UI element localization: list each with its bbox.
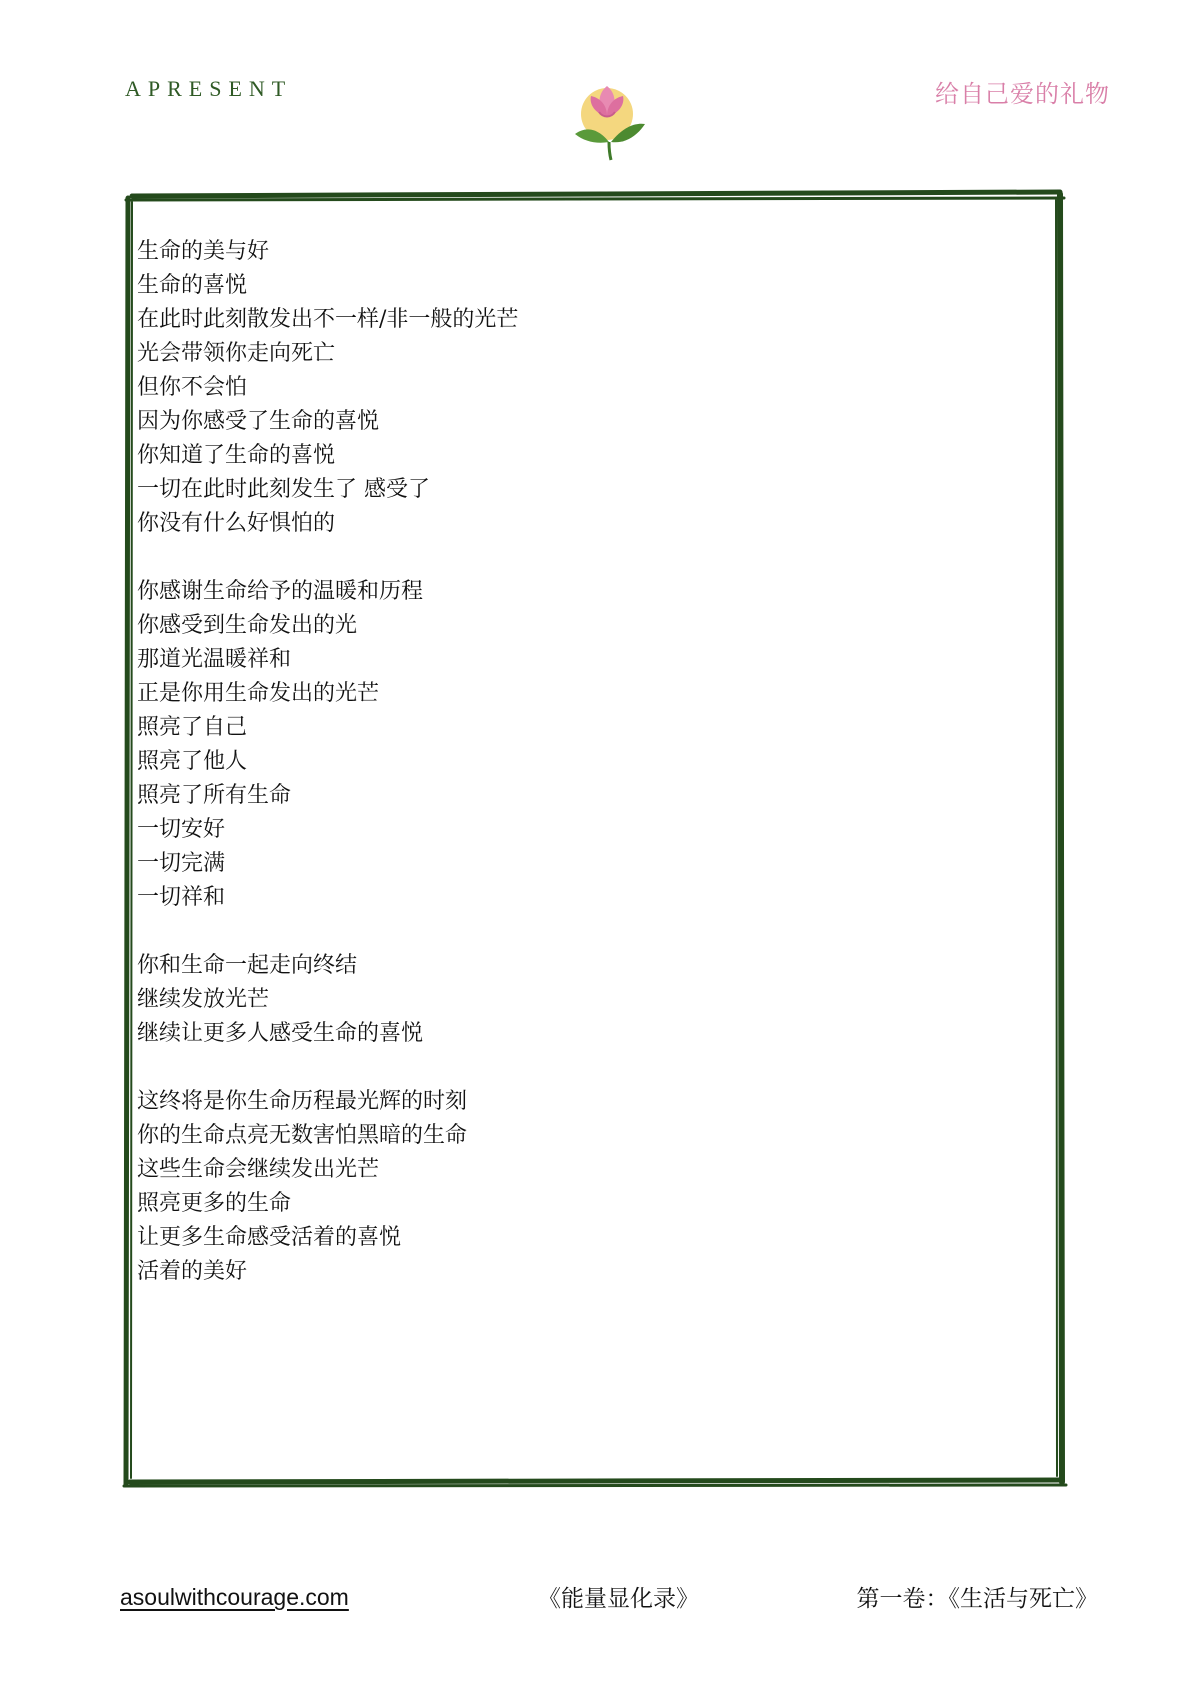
stanza-4 <box>137 1085 1017 1289</box>
poem-line: 一切安好 <box>137 817 226 842</box>
poem-line: 因为你感受了生命的喜悦 <box>137 409 380 434</box>
poem-line: 照亮了所有生命 <box>137 783 292 808</box>
poem <box>137 235 1017 1323</box>
stanza-2 <box>137 575 1017 915</box>
brand-name: APRESENT <box>125 76 293 101</box>
poem-line: 照亮更多的生命 <box>137 1191 292 1216</box>
poem-line: 照亮了自己 <box>137 715 248 740</box>
poem-line: 照亮了他人 <box>137 749 248 774</box>
poem-line: 你没有什么好惧怕的 <box>137 511 336 536</box>
poem-line: 生命的喜悦 <box>137 273 248 298</box>
stanza-1 <box>137 235 1017 541</box>
volume-title: 第一卷：《生活与死亡》 <box>856 1586 1098 1612</box>
poem-line: 但你不会怕 <box>137 375 248 400</box>
poem-line: 你和生命一起走向终结 <box>137 953 358 978</box>
poem-line: 光会带领你走向死亡 <box>137 341 336 366</box>
poem-line: 你的生命点亮无数害怕黑暗的生命 <box>137 1123 468 1148</box>
poem-line: 一切祥和 <box>137 885 226 910</box>
poem-line: 活着的美好 <box>137 1259 248 1284</box>
poem-line: 你感谢生命给予的温暖和历程 <box>137 579 424 604</box>
book-title: 《能量显化录》 <box>538 1586 699 1612</box>
website-link[interactable]: asoulwithcourage.com <box>120 1584 349 1610</box>
poem-line: 这些生命会继续发出光芒 <box>137 1157 380 1182</box>
poem-line: 这终将是你生命历程最光辉的时刻 <box>137 1089 468 1114</box>
poem-line: 生命的美与好 <box>137 239 270 264</box>
poem-line: 那道光温暖祥和 <box>137 647 292 672</box>
poem-line: 你感受到生命发出的光 <box>137 613 358 638</box>
lotus-sun-icon <box>567 72 659 162</box>
poem-line: 继续发放光芒 <box>137 987 270 1012</box>
poem-line: 在此时此刻散发出不一样/非一般的光芒 <box>137 307 519 332</box>
poem-line: 一切完满 <box>137 851 226 876</box>
slogan: 给自己爱的礼物 <box>935 80 1110 108</box>
stanza-3 <box>137 949 1017 1051</box>
poem-line: 让更多生命感受活着的喜悦 <box>137 1225 402 1250</box>
poem-line: 一切在此时此刻发生了 感受了 <box>137 477 430 502</box>
poem-line: 正是你用生命发出的光芒 <box>137 681 380 706</box>
poem-line: 你知道了生命的喜悦 <box>137 443 336 468</box>
poem-line: 继续让更多人感受生命的喜悦 <box>137 1021 424 1046</box>
